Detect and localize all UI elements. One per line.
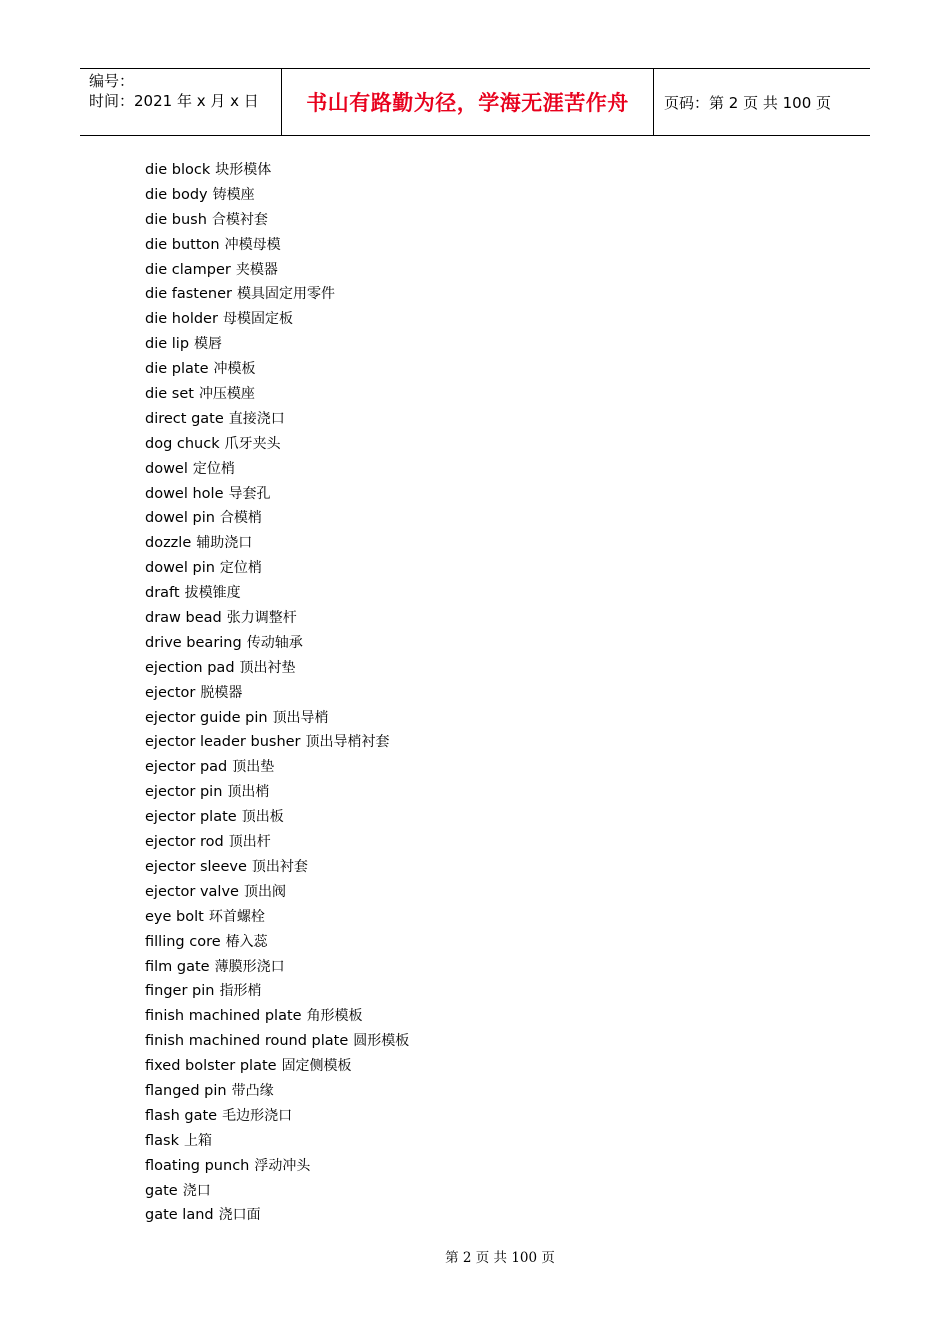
entry-term: dog chuck — [145, 435, 220, 452]
glossary-entry — [145, 332, 409, 357]
entry-term: die fastener — [145, 286, 232, 303]
entry-term: ejector rod — [145, 834, 224, 851]
entry-translation: 张力调整杆 — [226, 610, 297, 627]
entry-translation: 直接浇口 — [228, 410, 285, 427]
entry-term: filling core — [145, 933, 221, 950]
entry-term: gate land — [145, 1207, 214, 1224]
entry-translation: 圆形模板 — [353, 1033, 410, 1050]
document-header — [80, 68, 870, 136]
entry-translation: 顶出衬套 — [251, 858, 308, 875]
entry-translation: 模唇 — [194, 336, 223, 353]
entry-translation: 顶出导梢衬套 — [305, 734, 390, 751]
header-meta-cell — [80, 69, 281, 135]
entry-term: finish machined round plate — [145, 1033, 349, 1050]
glossary-entry — [145, 581, 409, 606]
entry-translation: 模具固定用零件 — [237, 286, 335, 303]
glossary-entry — [145, 930, 409, 955]
glossary-entry — [145, 482, 409, 507]
entry-term: dozzle — [145, 535, 192, 552]
entry-translation: 冲模板 — [213, 361, 256, 378]
entry-translation: 定位梢 — [219, 560, 262, 577]
entry-translation: 合模梢 — [219, 510, 262, 527]
entry-term: draft — [145, 585, 180, 602]
page-footer: 第 2 页 共 100 页 — [445, 1250, 555, 1266]
entry-translation: 指形梢 — [219, 983, 262, 1000]
entry-term: film gate — [145, 958, 210, 975]
entry-term: die clamper — [145, 261, 231, 278]
glossary-entry — [145, 183, 409, 208]
glossary-entry — [145, 955, 409, 980]
glossary-entry — [145, 681, 409, 706]
entry-translation: 合模衬套 — [211, 211, 268, 228]
header-motto-cell — [281, 69, 654, 135]
glossary-entry — [145, 805, 409, 830]
entry-term: dowel pin — [145, 510, 215, 527]
glossary-entry — [145, 556, 409, 581]
entry-term: dowel pin — [145, 560, 215, 577]
entry-translation: 上箱 — [183, 1132, 212, 1149]
entry-term: flanged pin — [145, 1082, 227, 1099]
entry-term: ejector pin — [145, 784, 223, 801]
number-label: 编号： — [89, 72, 135, 90]
entry-term: ejector guide pin — [145, 709, 268, 726]
entry-translation: 顶出衬垫 — [239, 659, 296, 676]
glossary-entry — [145, 1203, 409, 1228]
glossary-entry — [145, 158, 409, 183]
entry-translation: 辅助浇口 — [196, 535, 253, 552]
glossary-entry — [145, 631, 409, 656]
glossary-entry — [145, 506, 409, 531]
entry-translation: 浮动冲头 — [254, 1157, 311, 1174]
entry-term: die plate — [145, 361, 209, 378]
entry-translation: 铸模座 — [212, 186, 255, 203]
entry-term: ejector sleeve — [145, 858, 247, 875]
entry-translation: 定位梢 — [192, 460, 235, 477]
entry-term: ejector — [145, 684, 196, 701]
entry-term: draw bead — [145, 610, 222, 627]
entry-term: eye bolt — [145, 908, 204, 925]
entry-term: ejection pad — [145, 659, 235, 676]
entry-translation: 顶出导梢 — [272, 709, 329, 726]
glossary-entry — [145, 1004, 409, 1029]
header-page-info: 页码：第 2 页 共 100 页 — [664, 93, 832, 112]
entry-translation: 脱模器 — [200, 684, 243, 701]
glossary-entry — [145, 457, 409, 482]
entry-term: direct gate — [145, 410, 224, 427]
entry-translation: 顶出梢 — [227, 784, 270, 801]
glossary-entry — [145, 208, 409, 233]
entry-translation: 冲压模座 — [198, 386, 255, 403]
entry-term: fixed bolster plate — [145, 1058, 277, 1075]
glossary-entry — [145, 282, 409, 307]
glossary-entry — [145, 1029, 409, 1054]
entry-translation: 顶出阀 — [243, 883, 286, 900]
glossary-entry — [145, 855, 409, 880]
entry-term: drive bearing — [145, 634, 242, 651]
entry-term: flash gate — [145, 1107, 218, 1124]
entry-translation: 固定侧模板 — [281, 1058, 352, 1075]
glossary-entry — [145, 656, 409, 681]
glossary-entry — [145, 979, 409, 1004]
entry-term: dowel hole — [145, 485, 224, 502]
entry-translation: 毛边形浇口 — [222, 1107, 293, 1124]
entry-translation: 椿入蕊 — [225, 933, 268, 950]
glossary-entry — [145, 1054, 409, 1079]
glossary-entry — [145, 1154, 409, 1179]
glossary-entry — [145, 830, 409, 855]
entry-term: finger pin — [145, 983, 215, 1000]
glossary-entry — [145, 880, 409, 905]
entry-term: floating punch — [145, 1157, 250, 1174]
glossary-entry — [145, 755, 409, 780]
entry-translation: 带凸缘 — [231, 1082, 274, 1099]
time-label: 时间：2021 年 x 月 x 日 — [89, 92, 259, 110]
glossary-list — [145, 158, 409, 1228]
header-page-cell — [654, 69, 870, 135]
glossary-entry — [145, 432, 409, 457]
entry-term: dowel — [145, 460, 188, 477]
glossary-entry — [145, 606, 409, 631]
glossary-entry — [145, 1079, 409, 1104]
glossary-entry — [145, 1129, 409, 1154]
entry-term: ejector leader busher — [145, 734, 301, 751]
glossary-entry — [145, 233, 409, 258]
glossary-entry — [145, 1179, 409, 1204]
glossary-entry — [145, 407, 409, 432]
entry-term: die lip — [145, 336, 190, 353]
glossary-entry — [145, 357, 409, 382]
entry-translation: 顶出垫 — [232, 759, 275, 776]
entry-translation: 浇口 — [182, 1182, 211, 1199]
entry-term: ejector pad — [145, 759, 228, 776]
entry-translation: 顶出板 — [241, 809, 284, 826]
entry-translation: 块形模体 — [215, 162, 272, 178]
entry-translation: 导套孔 — [228, 485, 271, 502]
entry-term: die bush — [145, 211, 207, 228]
entry-term: finish machined plate — [145, 1008, 302, 1025]
entry-translation: 拔模锥度 — [184, 585, 241, 602]
glossary-entry — [145, 706, 409, 731]
entry-translation: 夹模器 — [235, 261, 278, 278]
entry-translation: 顶出杆 — [228, 834, 271, 851]
motto: 书山有路勤为径，学海无涯苦作舟 — [306, 91, 629, 115]
entry-term: ejector valve — [145, 883, 239, 900]
entry-term: die set — [145, 386, 194, 403]
entry-term: flask — [145, 1132, 179, 1149]
glossary-entry — [145, 531, 409, 556]
glossary-entry — [145, 730, 409, 755]
glossary-entry — [145, 307, 409, 332]
entry-translation: 冲模母模 — [224, 236, 281, 253]
entry-translation: 爪牙夹头 — [224, 435, 281, 452]
glossary-entry — [145, 382, 409, 407]
glossary-entry — [145, 905, 409, 930]
entry-term: ejector plate — [145, 809, 237, 826]
entry-term: die body — [145, 186, 208, 203]
entry-translation: 角形模板 — [306, 1008, 363, 1025]
entry-translation: 母模固定板 — [222, 311, 293, 328]
entry-translation: 传动轴承 — [246, 634, 303, 651]
entry-translation: 薄膜形浇口 — [214, 958, 285, 975]
entry-term: die block — [145, 162, 211, 178]
glossary-entry — [145, 780, 409, 805]
glossary-entry — [145, 258, 409, 283]
entry-term: die button — [145, 236, 220, 253]
entry-translation: 环首螺栓 — [208, 908, 265, 925]
entry-term: die holder — [145, 311, 218, 328]
glossary-entry — [145, 1104, 409, 1129]
entry-translation: 浇口面 — [218, 1207, 261, 1224]
entry-term: gate — [145, 1182, 178, 1199]
